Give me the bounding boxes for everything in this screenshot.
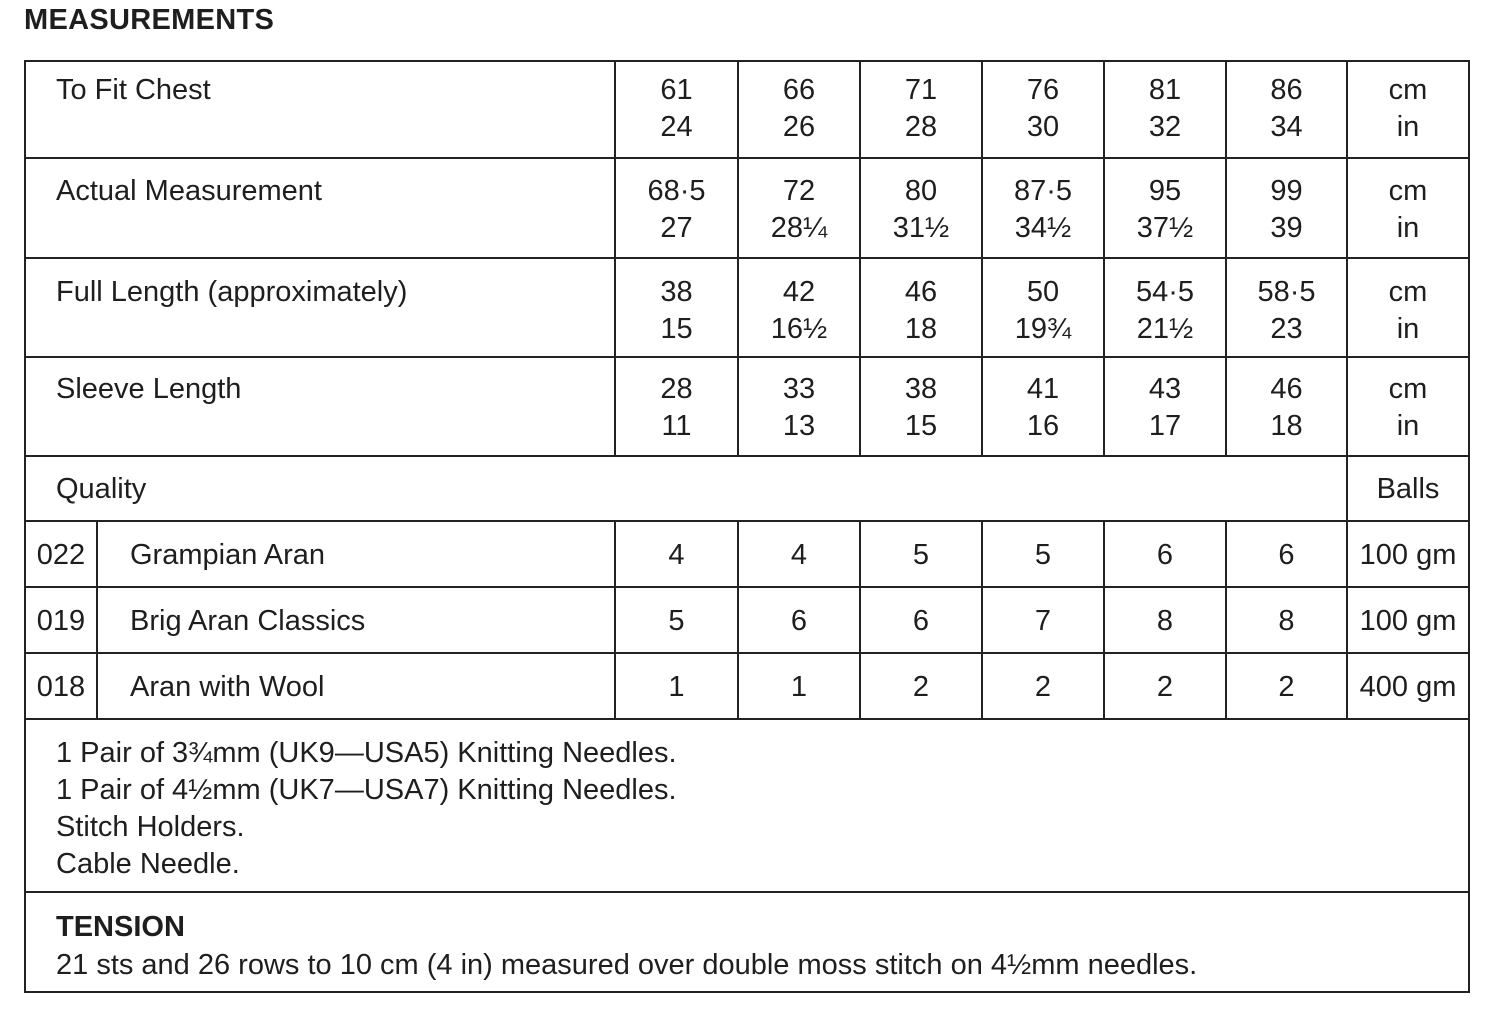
value-cm: 81: [1148, 74, 1182, 106]
value-cm: 76: [1026, 74, 1060, 106]
row-divider: [24, 586, 1470, 588]
value-cm: 42: [782, 276, 816, 308]
row-divider: [24, 356, 1470, 358]
value-in: 28: [904, 111, 938, 143]
value-cm: 41: [1026, 373, 1060, 405]
value-in: 24: [660, 111, 693, 143]
column-divider: [96, 520, 98, 720]
value-in: 19¾: [1014, 313, 1072, 345]
value-cm: 43: [1148, 373, 1182, 405]
value-cm: 86: [1270, 74, 1303, 106]
value-in: 26: [782, 111, 816, 143]
value-cm: 66: [782, 74, 816, 106]
unit-in: in: [1396, 212, 1420, 244]
unit-in: in: [1396, 111, 1420, 143]
value-cm: 95: [1148, 175, 1182, 207]
row-divider: [24, 652, 1470, 654]
ball-count: 6: [1278, 539, 1295, 571]
yarn-code: 019: [36, 605, 86, 637]
value-cm: 46: [1270, 373, 1303, 405]
ball-count: 4: [668, 539, 685, 571]
value-in: 37½: [1136, 212, 1194, 244]
row-label: Full Length (approximately): [56, 276, 408, 308]
row-label: To Fit Chest: [56, 74, 211, 106]
yarn-name: Aran with Wool: [130, 671, 325, 703]
ball-count: 7: [1034, 605, 1052, 637]
value-cm: 38: [904, 373, 938, 405]
row-divider: [24, 455, 1470, 457]
ball-count: 5: [1034, 539, 1052, 571]
ball-count: 2: [1156, 671, 1174, 703]
value-in: 28¼: [770, 212, 828, 244]
value-cm: 58·5: [1257, 276, 1316, 308]
ball-count: 8: [1278, 605, 1295, 637]
tension-text: 21 sts and 26 rows to 10 cm (4 in) measured over double moss stitch on 4½mm needles.: [56, 949, 1198, 981]
ball-count: 5: [912, 539, 930, 571]
requirement-line: Stitch Holders.: [56, 811, 245, 843]
value-in: 18: [1270, 410, 1303, 442]
ball-count: 2: [912, 671, 930, 703]
page-title: MEASUREMENTS: [24, 4, 275, 36]
ball-count: 5: [668, 605, 685, 637]
yarn-name: Brig Aran Classics: [130, 605, 366, 637]
value-in: 27: [660, 212, 693, 244]
quality-header: Quality: [56, 473, 147, 505]
value-cm: 87·5: [1013, 175, 1073, 207]
row-divider: [24, 520, 1470, 522]
ball-count: 6: [790, 605, 808, 637]
value-cm: 38: [660, 276, 693, 308]
row-divider: [24, 157, 1470, 159]
tension-title: TENSION: [56, 911, 185, 943]
row-label: Actual Measurement: [56, 175, 322, 207]
unit-cm: cm: [1388, 74, 1428, 106]
value-in: 30: [1026, 111, 1060, 143]
value-cm: 33: [782, 373, 816, 405]
value-in: 21½: [1136, 313, 1194, 345]
requirement-line: 1 Pair of 4½mm (UK7—USA7) Knitting Needles.: [56, 774, 677, 806]
value-cm: 28: [660, 373, 693, 405]
value-cm: 46: [904, 276, 938, 308]
row-label: Sleeve Length: [56, 373, 242, 405]
value-cm: 68·5: [647, 175, 706, 207]
ball-count: 6: [1156, 539, 1174, 571]
ball-count: 8: [1156, 605, 1174, 637]
ball-count: 2: [1034, 671, 1052, 703]
row-divider: [24, 718, 1470, 720]
unit-cm: cm: [1388, 276, 1428, 308]
value-in: 16½: [770, 313, 828, 345]
value-in: 31½: [892, 212, 950, 244]
value-in: 15: [904, 410, 938, 442]
ball-weight: 100 gm: [1359, 539, 1457, 571]
ball-count: 2: [1278, 671, 1295, 703]
value-cm: 80: [904, 175, 938, 207]
balls-header: Balls: [1376, 473, 1440, 505]
value-cm: 72: [782, 175, 816, 207]
ball-count: 1: [668, 671, 685, 703]
value-cm: 71: [904, 74, 938, 106]
value-in: 17: [1148, 410, 1182, 442]
value-in: 15: [660, 313, 693, 345]
row-divider: [24, 257, 1470, 259]
unit-cm: cm: [1388, 175, 1428, 207]
value-in: 23: [1270, 313, 1303, 345]
ball-count: 4: [790, 539, 808, 571]
value-in: 32: [1148, 111, 1182, 143]
value-cm: 99: [1270, 175, 1303, 207]
value-cm: 61: [660, 74, 693, 106]
requirement-line: Cable Needle.: [56, 848, 240, 880]
row-divider: [24, 891, 1470, 893]
unit-in: in: [1396, 313, 1420, 345]
value-in: 34: [1270, 111, 1303, 143]
requirement-line: 1 Pair of 3¾mm (UK9—USA5) Knitting Needles.: [56, 737, 677, 769]
value-cm: 54·5: [1135, 276, 1195, 308]
unit-cm: cm: [1388, 373, 1428, 405]
value-in: 11: [661, 410, 692, 442]
yarn-name: Grampian Aran: [130, 539, 326, 571]
ball-count: 1: [790, 671, 808, 703]
value-in: 39: [1270, 212, 1303, 244]
value-cm: 50: [1026, 276, 1060, 308]
yarn-code: 022: [36, 539, 86, 571]
ball-weight: 100 gm: [1359, 605, 1457, 637]
yarn-code: 018: [36, 671, 86, 703]
unit-in: in: [1396, 410, 1420, 442]
value-in: 13: [782, 410, 816, 442]
value-in: 34½: [1014, 212, 1072, 244]
value-in: 16: [1026, 410, 1060, 442]
ball-count: 6: [912, 605, 930, 637]
ball-weight: 400 gm: [1359, 671, 1457, 703]
value-in: 18: [904, 313, 938, 345]
